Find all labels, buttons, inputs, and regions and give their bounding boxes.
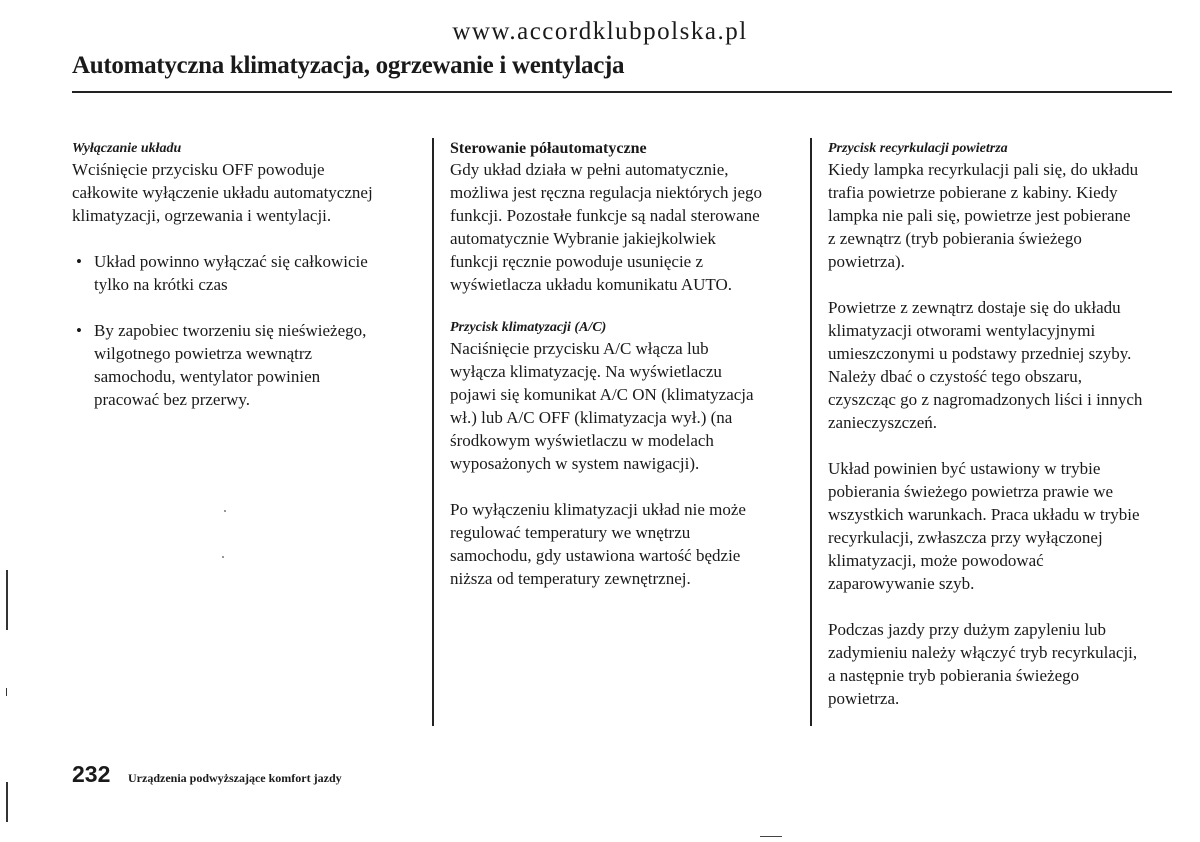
scan-speck — [222, 556, 224, 558]
section-heading: Przycisk recyrkulacji powietrza — [828, 141, 1008, 156]
footer-section-title: Urządzenia podwyższające komfort jazdy — [128, 771, 342, 785]
bullet-text: Układ powinno wyłączać się całkowicie tylko na krótki czas — [94, 252, 368, 294]
subsection-heading: Przycisk klimatyzacji (A/C) — [450, 320, 607, 335]
bullet-text: By zapobiec tworzeniu się nieświeżego, wilgotnego powietrza wewnątrz samochodu, wentylator powinien pracować bez przerwy. — [94, 321, 367, 409]
scan-edge-mark — [6, 570, 8, 630]
section-heading: Wyłączanie układu — [72, 141, 182, 156]
section-heading: Sterowanie półautomatyczne — [450, 140, 647, 157]
column-divider — [432, 138, 434, 726]
scan-edge-mark — [6, 782, 8, 822]
bullet-icon: • — [76, 321, 82, 340]
scan-edge-mark — [6, 688, 7, 696]
page-number: 232 — [72, 761, 111, 787]
column-recirculation — [828, 140, 1173, 733]
paragraph: Po wyłączeniu klimatyzacji układ nie może regulować temperatury we wnętrzu samochodu, gdy ustawiona wartość będzie niższa od temperatury zewnętrznej. — [450, 500, 746, 588]
paragraph: Podczas jazdy przy dużym zapyleniu lub zadymieniu należy włączyć tryb recyrkulacji, a następnie tryb pobierania świeżego powietrza. — [828, 620, 1138, 708]
scan-speck — [224, 510, 226, 512]
page-title: Automatyczna klimatyzacja, ogrzewanie i wentylacja — [72, 52, 625, 79]
paragraph: Gdy układ działa w pełni automatycznie, możliwa jest ręczna regulacja niektórych jego funkcji. Pozostałe funkcje są nadal sterowane automatycznie Wybranie jakiejkolwiek funkcji ręcznie powoduje usunięcie z wyświetlacza układu komunikatu AUTO. — [450, 160, 762, 294]
bullet-item — [72, 319, 402, 411]
column-divider — [810, 138, 812, 726]
site-url: www.accordklubpolska.pl — [452, 18, 748, 45]
paragraph: Powietrze z zewnątrz dostaje się do układu klimatyzacji otworami wentylacyjnymi umieszczonymi u podstawy przedniej szyby. Należy dbać o czystość tego obszaru, czyszcząc go z nagromadzonych liści i innych zanieczyszczeń. — [828, 298, 1143, 432]
paragraph: Kiedy lampka recyrkulacji pali się, do układu trafia powietrze pobierane z kabiny. Kiedy lampka nie pali się, powietrze jest pobierane z zewnątrz (tryb pobierania świeżego powietrza). — [828, 160, 1139, 271]
paragraph: Układ powinien być ustawiony w trybie pobierania świeżego powietrza prawie we wszystkich warunkach. Praca układu w trybie recyrkulacji, zwłaszcza przy wyłączonej klimatyzacji, może powodować zaparowywanie szyb. — [828, 459, 1140, 593]
bullet-item — [72, 250, 402, 296]
title-divider — [72, 91, 1172, 93]
column-system-off — [72, 140, 402, 434]
column-semi-automatic — [450, 140, 795, 613]
scan-edge-mark — [760, 836, 782, 837]
bullet-icon: • — [76, 252, 82, 271]
paragraph: Naciśnięcie przycisku A/C włącza lub wyłącza klimatyzację. Na wyświetlaczu pojawi się komunikat A/C ON (klimatyzacja wł.) lub A/C OFF (klimatyzacja wył.) (na środkowym wyświetlaczu w modelach wyposażonych w system nawigacji). — [450, 339, 754, 473]
paragraph: Wciśnięcie przycisku OFF powoduje całkowite wyłączenie układu automatycznej klimatyzacji, ogrzewania i wentylacji. — [72, 160, 373, 225]
